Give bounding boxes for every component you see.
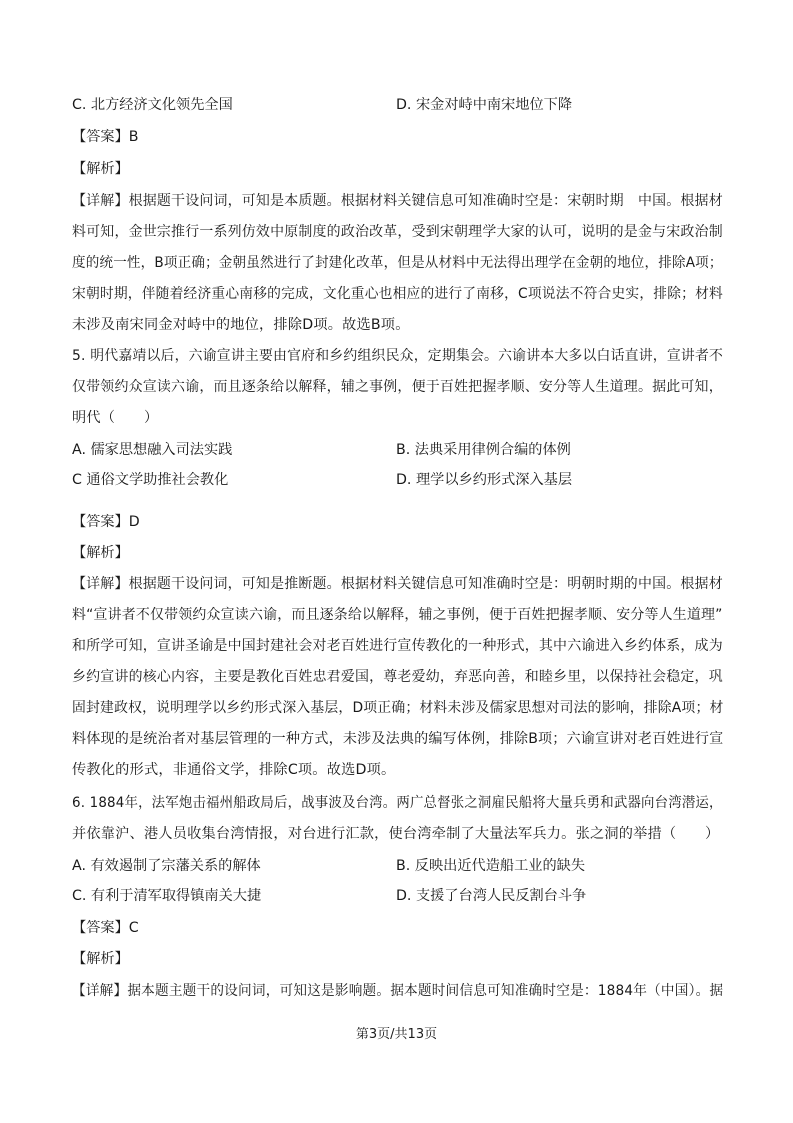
q5-option-b: B. 法典采用律例合编的体例 [396,442,571,458]
q5-answer: 【答案】D [72,514,140,530]
q4-answer: 【答案】B [72,129,139,145]
q6-detail-line: 【详解】据本题主题干的设问词，可知这是影响题。据本题时间信息可知准确时空是：1884年（中国）。据 [72,983,724,999]
q4-detail-line: 未涉及南宋同金对峙中的地位，排除D项。故选B项。 [72,317,410,333]
q6-stem-line: 并依靠沪、港人员收集台湾情报，对台进行汇款，使台湾牵制了大量法军兵力。张之洞的举措（ ） [72,826,720,842]
q5-analysis-label: 【解析】 [72,545,129,561]
q6-answer: 【答案】C [72,920,139,936]
q5-detail-line: 【详解】根据题干设问词，可知是推断题。根据材料关键信息可知准确时空是：明朝时期的中国。根据材 [72,576,723,592]
q5-detail-line: 料“宣讲者不仅带领约众宣读六谕，而且逐条给以解释，辅之事例，便于百姓把握孝顺、安分等人生道理” [72,607,723,623]
q6-option-a: A. 有效遏制了宗藩关系的解体 [72,858,261,874]
q6-option-b: B. 反映出近代造船工业的缺失 [396,858,586,874]
q5-stem-line: 明代（ ） [72,410,159,426]
q5-option-a: A. 儒家思想融入司法实践 [72,442,233,458]
q6-option-c: C. 有利于清军取得镇南关大捷 [72,888,262,904]
q5-detail-line: 和所学可知，宣讲圣谕是中国封建社会对老百姓进行宣传教化的一种形式，其中六谕进入乡约体系，成为 [72,638,723,654]
q5-detail-line: 固封建政权，说明理学以乡约形式深入基层，D项正确；材料未涉及儒家思想对司法的影响，排除A项；材 [72,700,724,716]
q4-detail-line: 料可知，金世宗推行一系列仿效中原制度的政治改革，受到宋朝理学大家的认可，说明的是金与宋政治制 [72,224,723,240]
q4-detail-line: 【详解】根据题干设问词，可知是本质题。根据材料关键信息可知准确时空是：宋朝时期 中国。根据材 [72,193,723,209]
q4-detail-line: 宋朝时期，伴随着经济重心南移的完成，文化重心也相应的进行了南移，C项说法不符合史实，排除；材料 [72,286,723,302]
q4-detail-line: 度的统一性，B项正确；金朝虽然进行了封建化改革，但是从材料中无法得出理学在金朝的地位，排除A项； [72,255,723,271]
q5-detail-line: 乡约宣讲的核心内容，主要是教化百姓忠君爱国，尊老爱幼，弃恶向善，和睦乡里，以保持社会稳定，巩 [72,669,723,685]
q5-detail-line: 料体现的是统治者对基层管理的一种方式，未涉及法典的编写体例，排除B项；六谕宣讲对老百姓进行宣 [72,731,724,747]
q5-option-c: C 通俗文学助推社会教化 [72,472,229,488]
q6-option-d: D. 支援了台湾人民反割台斗争 [396,888,587,904]
q5-detail-line: 传教化的形式，非通俗文学，排除C项。故选D项。 [72,762,396,778]
q5-option-d: D. 理学以乡约形式深入基层 [396,472,573,488]
q4-analysis-label: 【解析】 [72,161,129,177]
q4-option-c: C. 北方经济文化领先全国 [72,97,233,113]
q5-stem-line: 5. 明代嘉靖以后，六谕宣讲主要由官府和乡约组织民众，定期集会。六谕讲本大多以白话直讲，宣讲者不 [72,348,724,364]
q6-analysis-label: 【解析】 [72,951,129,967]
q4-option-d: D. 宋金对峙中南宋地位下降 [396,97,573,113]
q6-stem-line: 6. 1884年，法军炮击福州船政局后，战事波及台湾。两广总督张之洞雇民船将大量兵勇和武器向台湾潜运， [72,795,723,811]
page-number: 第3页/共13页 [355,1027,438,1042]
q5-stem-line: 仅带领约众宣读六谕，而且逐条给以解释，辅之事例，便于百姓把握孝顺、安分等人生道理。据此可知， [72,379,723,395]
